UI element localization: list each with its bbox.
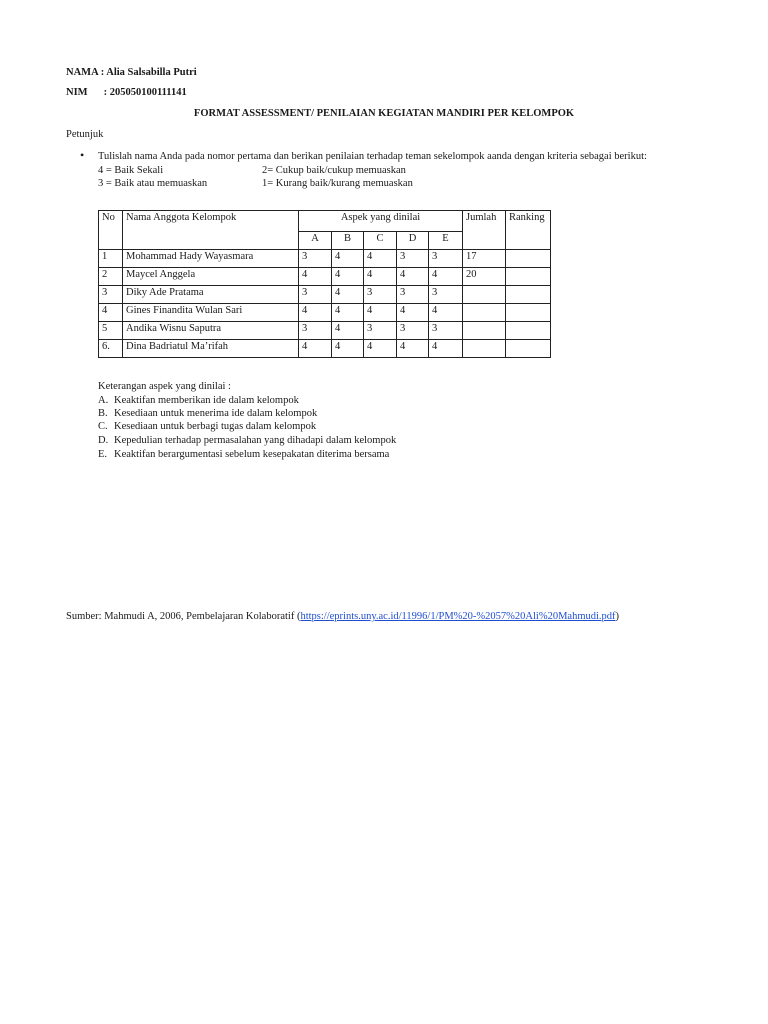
nim-label: NIM [66,87,88,98]
score-a: 4 [299,268,332,286]
header-aspect-d: D [397,232,429,250]
score-a: 4 [299,340,332,358]
score-c: 3 [364,322,397,340]
assessment-table [98,210,551,358]
table-row [99,286,551,304]
score-b: 4 [332,286,364,304]
legend-heading: Keterangan aspek yang dinilai : [98,381,231,392]
source-suffix: ) [615,611,620,622]
score-d: 4 [397,268,429,286]
score-e: 3 [429,322,463,340]
row-jumlah: 17 [463,250,506,268]
row-ranking [506,286,551,304]
row-name: Gines Finandita Wulan Sari [123,304,299,322]
student-nim [66,86,187,99]
criteria-1: 1= Kurang baik/kurang memuaskan [262,178,413,189]
list-item [98,420,316,433]
list-item [98,448,389,461]
score-a: 3 [299,250,332,268]
row-name: Mohammad Hady Wayasmara [123,250,299,268]
header-ranking: Ranking [506,211,551,250]
list-item-letter: C. [98,421,108,432]
list-item-letter: E. [98,449,108,460]
table-row [99,268,551,286]
score-e: 4 [429,340,463,358]
score-e: 4 [429,304,463,322]
row-jumlah: 20 [463,268,506,286]
list-item [98,394,299,407]
document-title: FORMAT ASSESSMENT/ PENILAIAN KEGIATAN MANDIRI PER KELOMPOK [193,108,575,119]
row-jumlah [463,304,506,322]
nim-value: : 205050100111141 [103,87,187,98]
list-item-letter: B. [98,408,108,419]
row-name: Dina Badriatul Ma’rifah [123,340,299,358]
score-c: 4 [364,250,397,268]
source-prefix: Sumber: Mahmudi A, 2006, Pembelajaran Kolaboratif ( [66,611,301,622]
criteria-4: 4 = Baik Sekali [98,165,164,176]
score-d: 3 [397,322,429,340]
row-ranking [506,304,551,322]
table-row [99,250,551,268]
student-name: NAMA : Alia Salsabilla Putri [66,67,197,78]
criteria-2: 2= Cukup baik/cukup memuaskan [262,165,406,176]
row-no: 3 [99,286,123,304]
score-a: 3 [299,322,332,340]
list-item-letter: A. [98,395,109,406]
source-citation [66,610,619,623]
score-b: 4 [332,340,364,358]
score-b: 4 [332,322,364,340]
header-name: Nama Anggota Kelompok [123,211,299,250]
row-ranking [506,250,551,268]
list-item [98,407,317,420]
score-b: 4 [332,250,364,268]
row-jumlah [463,340,506,358]
row-ranking [506,340,551,358]
criteria-3: 3 = Baik atau memuaskan [98,178,208,189]
score-a: 3 [299,286,332,304]
instructions-heading: Petunjuk [66,129,104,140]
score-c: 4 [364,304,397,322]
row-no: 5 [99,322,123,340]
score-b: 4 [332,304,364,322]
list-item [98,434,396,447]
row-no: 4 [99,304,123,322]
score-d: 3 [397,286,429,304]
row-no: 6. [99,340,123,358]
table-row [99,304,551,322]
score-c: 4 [364,340,397,358]
list-item-letter: D. [98,435,109,446]
table-row [99,340,551,358]
list-item-text: Kesediaan untuk berbagi tugas dalam kelompok [114,421,317,432]
table-row [99,322,551,340]
row-jumlah [463,286,506,304]
source-link[interactable]: https://eprints.uny.ac.id/11996/1/PM%20-%2057%20Ali%20Mahmudi.pdf [300,611,616,622]
score-b: 4 [332,268,364,286]
score-e: 3 [429,286,463,304]
row-no: 1 [99,250,123,268]
row-jumlah [463,322,506,340]
header-aspect-c: C [364,232,397,250]
instruction-text: Tulislah nama Anda pada nomor pertama dan berikan penilaian terhadap teman sekelompok aanda dengan kriteria sebagai berikut: [98,151,647,162]
header-aspect-b: B [332,232,364,250]
score-e: 3 [429,250,463,268]
list-item-text: Kesediaan untuk menerima ide dalam kelompok [114,408,318,419]
score-c: 4 [364,268,397,286]
row-ranking [506,268,551,286]
score-d: 4 [397,304,429,322]
header-aspect-e: E [429,232,463,250]
list-item-text: Kepedulian terhadap permasalahan yang dihadapi dalam kelompok [114,435,397,446]
score-d: 4 [397,340,429,358]
header-aspect-a: A [299,232,332,250]
header-no: No [99,211,123,250]
score-a: 4 [299,304,332,322]
row-ranking [506,322,551,340]
score-e: 4 [429,268,463,286]
row-name: Diky Ade Pratama [123,286,299,304]
header-aspek: Aspek yang dinilai [299,211,463,232]
row-name: Maycel Anggela [123,268,299,286]
header-jumlah: Jumlah [463,211,506,250]
list-item-text: Keaktifan memberikan ide dalam kelompok [114,395,299,406]
row-no: 2 [99,268,123,286]
list-item-text: Keaktifan berargumentasi sebelum kesepakatan diterima bersama [114,449,390,460]
score-d: 3 [397,250,429,268]
row-name: Andika Wisnu Saputra [123,322,299,340]
bullet-icon: • [80,148,85,162]
score-c: 3 [364,286,397,304]
